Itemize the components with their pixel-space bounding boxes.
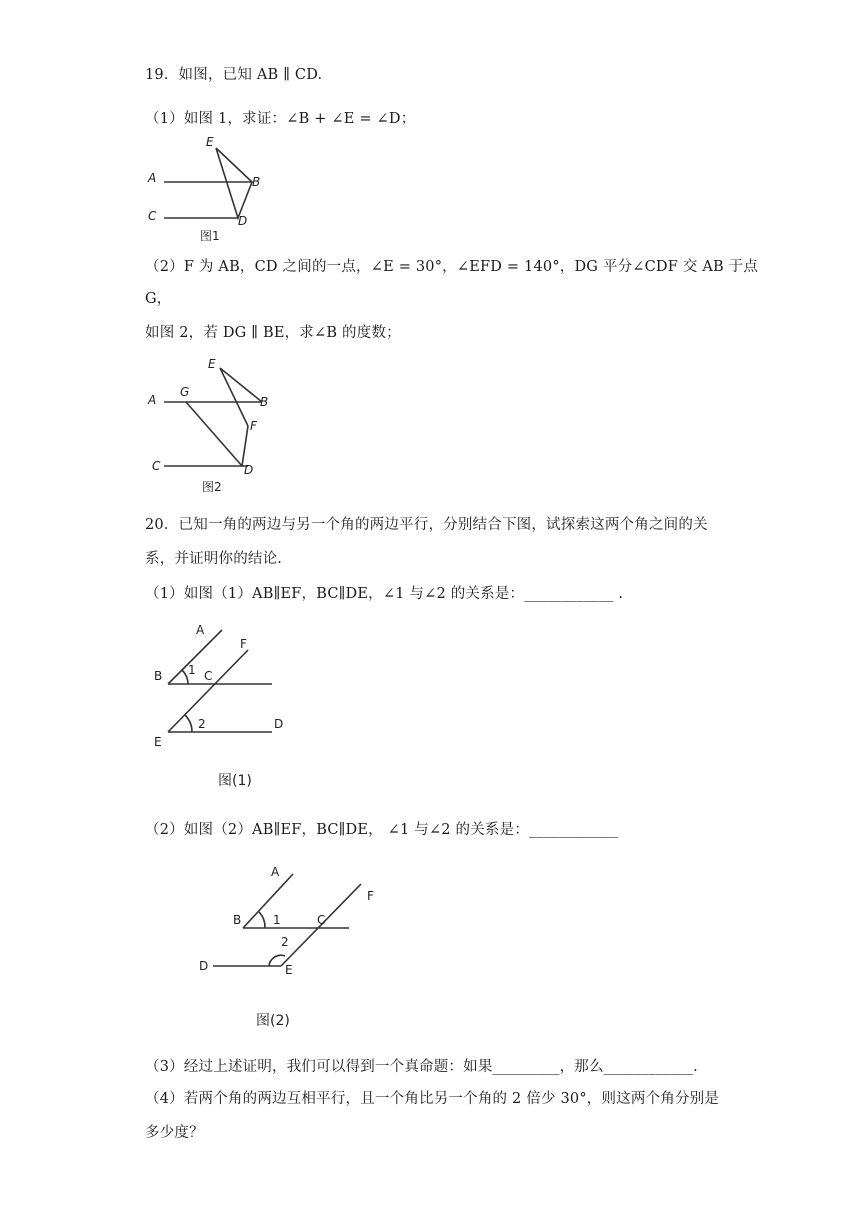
q19-stem: 19．如图，已知 AB ∥ CD. <box>145 67 323 83</box>
label-B: B <box>154 669 163 683</box>
q20-part4-line2: 多少度？ <box>145 1125 204 1141</box>
q19-figure-1-caption: 图1 <box>200 229 220 243</box>
q19-figure-2 <box>140 350 290 480</box>
q19-part2-line3: 如图 2，若 DG ∥ BE，求∠B 的度数； <box>145 325 401 341</box>
label-B: B <box>260 395 269 409</box>
q19-part1: （1）如图 1，求证：∠B + ∠E = ∠D； <box>145 111 416 127</box>
label-A: A <box>196 623 205 637</box>
label-E: E <box>154 735 162 749</box>
q19-figure-2-caption: 图2 <box>202 480 222 494</box>
label-1: 1 <box>188 663 196 677</box>
label-B: B <box>252 175 261 189</box>
q20-part3: （3）经过上述证明，我们可以得到一个真命题：如果_________，那么____________. <box>145 1059 698 1075</box>
label-D: D <box>244 463 254 477</box>
label-D: D <box>238 214 248 228</box>
q20-figure-1-caption: 图(1) <box>218 773 252 789</box>
q20-stem-line1: 20．已知一角的两边与另一个角的两边平行，分别结合下图，试探索这两个角之间的关 <box>145 517 708 533</box>
label-D: D <box>274 717 284 731</box>
label-1: 1 <box>273 913 281 927</box>
label-A: A <box>148 393 157 407</box>
label-2: 2 <box>281 935 289 949</box>
q20-part2: （2）如图（2）AB∥EF，BC∥DE， ∠1 与∠2 的关系是：____________ <box>145 822 619 838</box>
q20-stem-line2: 系，并证明你的结论. <box>145 551 283 567</box>
label-B: B <box>233 913 242 927</box>
q19-part2-line1: （2）F 为 AB，CD 之间的一点，∠E = 30°，∠EFD = 140°，DG 平分∠CDF 交 AB 于点 <box>145 259 759 275</box>
q20-figure-2-caption: 图(2) <box>256 1013 290 1029</box>
label-2: 2 <box>198 717 206 731</box>
label-F: F <box>367 889 374 903</box>
label-A: A <box>148 171 157 185</box>
label-F: F <box>240 637 247 651</box>
label-G: G <box>180 385 190 399</box>
label-C: C <box>148 209 157 223</box>
q20-part4-line1: （4）若两个角的两边互相平行，且一个角比另一个角的 2 倍少 30°，则这两个角分别是 <box>145 1091 720 1107</box>
label-E: E <box>208 357 216 371</box>
label-C: C <box>204 669 213 683</box>
q19-figure-1 <box>140 132 280 242</box>
label-C: C <box>152 459 161 473</box>
label-E: E <box>285 963 293 977</box>
label-D: D <box>199 959 209 973</box>
label-C: C <box>317 913 326 927</box>
label-A: A <box>271 865 280 879</box>
q20-figure-1 <box>150 618 290 753</box>
label-F: F <box>250 419 257 433</box>
label-E: E <box>206 135 214 149</box>
q19-part2-line2: G， <box>145 291 172 307</box>
q20-figure-2 <box>195 860 395 980</box>
q20-part1: （1）如图（1）AB∥EF，BC∥DE，∠1 与∠2 的关系是：____________ . <box>145 586 624 602</box>
